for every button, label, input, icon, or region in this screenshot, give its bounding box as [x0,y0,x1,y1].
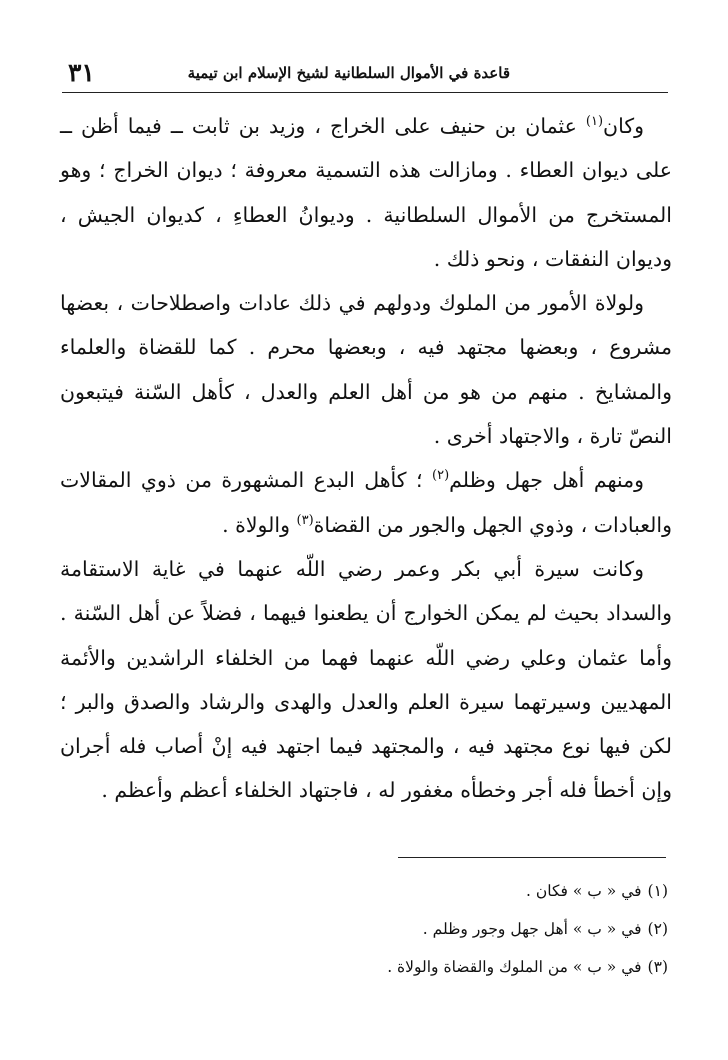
paragraph [60,104,672,281]
paragraph [60,281,672,458]
footnote-reference: (١) [585,114,604,130]
paragraph-text: وكانت سيرة أبي بكر وعمر رضي اللّه عنهما في غاية الاستقامة والسداد بحيث لم يمكن الخوارج أن يطعنوا فيهما ، فضلاً عن أهل السّنة . وأما عثمان وعلي رضي اللّه عنهما فهما من الخلفاء الراشدين والأئمة المهديين وسيرتهما سيرة العلم والعدل والهدى والرشاد والصدق والبر ؛ لكن فيها نوع مجتهد فيه ، والمجتهد فيما اجتهد فيه إنْ أصاب فله أجران وإن أخطأ فله أجر وخطأه مغفور له ، فاجتهاد الخلفاء أعظم وأعظم . [60,556,672,803]
footnote-text: في « ب » من الملوك والقضاة والولاة . [387,958,642,976]
paragraph [60,458,672,547]
paragraph-text: وكان [603,114,644,138]
paragraph-text: والولاة . [222,512,297,537]
paragraph-text: ومنهم أهل جهل وظلم [449,468,644,493]
footnote-separator [398,857,666,858]
footnote [338,910,668,948]
footnote [338,948,668,986]
footnote-text: في « ب » فكان . [526,882,642,900]
footnote-text: في « ب » أهل جهل وجور وظلم . [422,920,642,938]
paragraph [60,547,672,813]
footnote-number: (٢) [647,920,668,938]
footnote [338,872,668,910]
footnote-number: (١) [647,882,668,900]
paragraph-text: ولولاة الأمور من الملوك ودولهم في ذلك عادات واصطلاحات ، بعضها مشروع ، وبعضها مجتهد فيه ، وبعضها محرم . كما للقضاة والعلماء والمشايخ . منهم من هو من أهل العلم والعدل ، كأهل السّنة فيتبعون النصّ تارة ، والاجتهاد أخرى . [60,291,672,449]
footnote-number: (٣) [647,958,668,976]
paragraph-text: عثمان بن حنيف على الخراج ، وزيد بن ثابت ــ فيما أظن ــ على ديوان العطاء . ومازالت هذه التسمية معروفة ؛ ديوان الخراج ؛ وهو المستخرج من الأموال السلطانية . وديوانُ العطاءِ ، كديوان الجيش ، وديوان النفقات ، ونحو ذلك . [60,114,672,271]
page-header [62,58,668,93]
main-text [60,104,672,813]
footnote-reference: (٣) [296,512,314,528]
footnotes [338,872,668,986]
running-title: قاعدة في الأموال السلطانية لشيخ الإسلام ابن تيمية [187,64,510,82]
page-number: ٣١ [68,58,95,87]
footnote-reference: (٢) [432,468,450,484]
paragraph-text: ؛ كأهل البدع المشهورة من ذوي المقالات والعبادات ، وذوي الجهل والجور من القضاة [60,468,672,537]
